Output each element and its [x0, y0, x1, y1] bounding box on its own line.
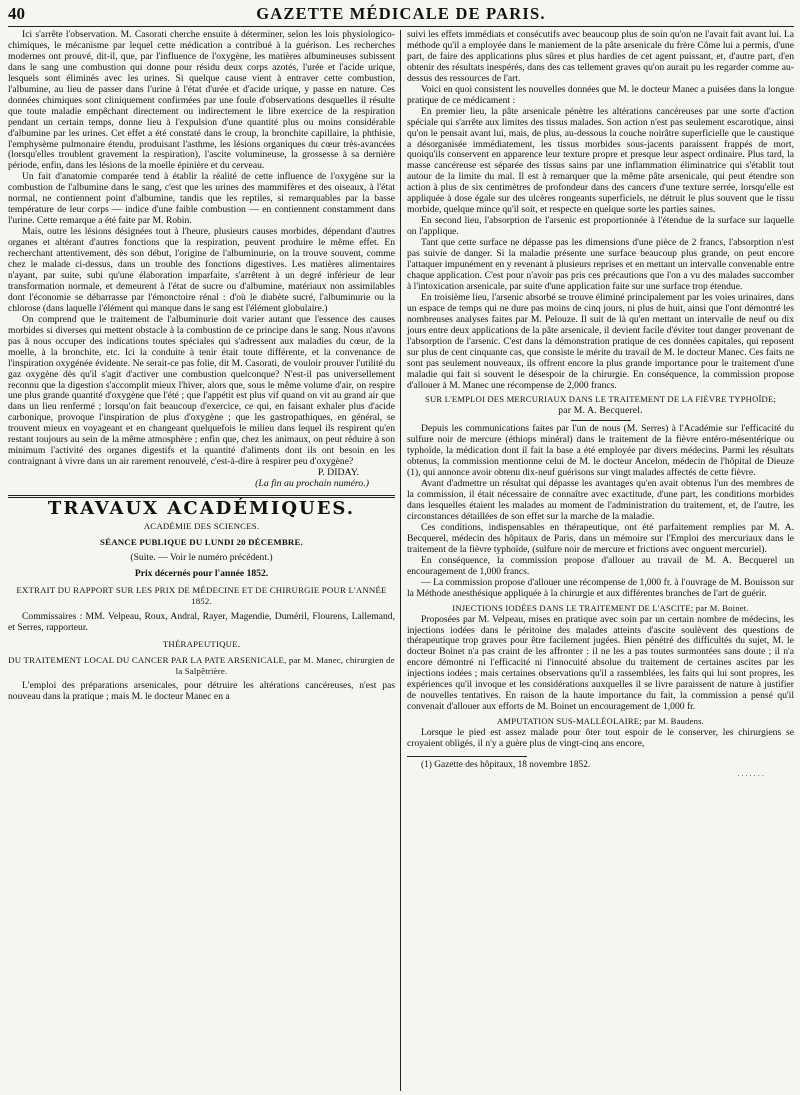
- iodine-injection-heading: INJECTIONS IODÉES DANS LE TRAITEMENT DE L'ASCITE; par M. Boinet.: [452, 602, 749, 613]
- paragraph: Ici s'arrête l'observation. M. Casorati cherche ensuite à déterminer, selon les lois physiologico-chimiques, le mécanisme par lequel cette médication a contribué à la guérison. Les recherches modernes ont prouvé, dit-il, que, par l'influence de l'oxygène, les matières albumineuses subissent dans le sang une combustion qui donne pour résidu deux corps azotés, l'urée et l'acide urique, lesquels sont éliminés avec les urines. Si quelque cause vient à entraver cette combustion, l'albumine, au lieu de passer dans l'urine à l'état d'urée et d'acide urique, y passe en nature. Ces données chimiques sont cliniquement confirmées par une foule d'observations desquelles il résulte que toute maladie empêchant directement ou indirectement le libre exercice de la respiration pendant un certain temps, donne lieu à l'expulsion d'une quantité plus ou moins considérable d'albumine par les urines. Cet effet a été constaté dans le croup, la bronchite capillaire, la phthisie, l'emphysème pulmonaire étendu, produisant l'asthme, les lésions organiques du cœur très-avancées (lorsqu'elles troublent gravement la respiration), l'ascite volumineuse, la grossesse à sa dernière période, enfin, dans les lésions de la moelle épinière et du cerveau.: [8, 30, 395, 172]
- mercury-heading-author: par M. A. Becquerel.: [558, 405, 643, 417]
- paragraph: On comprend que le traitement de l'albuminurie doit varier autant que l'essence des causes morbides si diverses qui mettent obstacle à la combustion de ce principe dans le sang. Nous n'avons pas à nous occuper des indications toutes spéciales qui s'adressent aux maladies du cœur, de la moelle, à la bronchite, etc. Ici la conduite à tenir était toute différente, et la convenance de l'inspiration oxygénée évidente. Ne serait-ce pas folie, dit M. Casorati, de vouloir prouver l'utilité du gaz oxygène dès qu'il s'agit d'activer une combustion quelconque? N'est-il pas universellement reconnu que la digestion s'accomplit mieux l'hiver, alors que, sous le même volume d'air, on respire une plus grande quantité d'oxygène que l'été ; que l'appétit est plus vif quand on vit au grand air que dans un lieu renfermé ; lorsqu'on fait beaucoup d'exercice, ce qui, en faisant exhaler plus d'acide carbonique, provoque l'inspiration de plus d'oxygène ; que les gastropathiques, en général, se trouvent mieux en voyageant et en changeant quelquefois le milieu dans lequel ils respirent qu'en restant toujours au sein de la même atmosphère ; enfin que, chez les animaux, on peut réduire à son minimum l'activité des organes digestifs et la quantité d'aliments dont ils ont besoin en les contraignant à vivre dans un air rarement renouvelé, c'est-à-dire à respirer peu d'oxygène?: [8, 313, 395, 468]
- page-number: 40: [8, 4, 25, 23]
- continuation-note: (La fin au prochain numéro.): [255, 478, 369, 490]
- text-columns: [8, 30, 794, 1091]
- paragraph: Avant d'admettre un résultat qui dépasse les avantages qu'en avait obtenus l'un des membres de la commission, il était nécessaire de connaître avec exactitude, d'une part, les conditions morbides dans lesquelles étaient les malades au moment de l'administration du traitement, et, de l'autre, les circonstances détaillées de son effet sur la marche de la maladie.: [407, 478, 794, 522]
- mercury-heading: [407, 394, 794, 417]
- therapeutics-heading: THÉRAPEUTIQUE.: [162, 638, 241, 649]
- amputation-heading: AMPUTATION SUS-MALLÉOLAIRE; par M. Baudens.: [497, 716, 704, 727]
- paragraph: Voici en quoi consistent les nouvelles données que M. le docteur Manec a puisées dans la longue pratique de ce médicament :: [407, 83, 794, 106]
- signature: P. DIDAY.: [317, 467, 359, 479]
- paragraph: — La commission propose d'allouer une récompense de 1,000 fr. à l'ouvrage de M. Bouisson sur la Méthode anesthésique appliquée à la chirurgie et aux différentes branches de l'art de guérir.: [407, 576, 794, 599]
- cancer-treatment-heading: DU TRAITEMENT LOCAL DU CANCER PAR LA PATE ARSENICALE, par M. Manec, chirurgien de la Salpêtrière.: [8, 654, 395, 676]
- paragraph: En troisième lieu, l'arsenic absorbé se trouve éliminé principalement par les voies urinaires, dans un espace de temps qui ne dure pas moins de cinq jours, ni plus de huit, ainsi que l'ont démontré les nombreuses analyses faites par M. Pelouze. Il suit de là qu'en mettant un intervalle de neuf ou dix jours entre deux applications de la pâte arsenicale, il devient facile d'éviter tout danger provenant de l'absorption de l'arsenic. C'est dans la démonstration pratique de ces données capitales, qui reposent sur plus de cent cinquante cas, que consiste le mérite du travail de M. le docteur Manec. Ces faits ne sont pas seulement nouveaux, ils offrent encore la plus grande importance pour le traitement d'une maladie qui fait si souvent le désespoir de la chirurgie. En conséquence, la commission propose d'allouer à M. Manec une récompense de 2,000 francs.: [407, 291, 794, 391]
- right-column: [400, 30, 794, 1091]
- page-header: [8, 4, 794, 27]
- paragraph: Mais, outre les lésions désignées tout à l'heure, plusieurs causes morbides, dépendant d'autres organes et altérant d'autres fonctions que la respiration, peuvent produire le même effet. En recherchant attentivement, dès son début, l'origine de l'albuminurie, on la trouve souvent, comme chez le malade ci-dessus, dans un trouble des fonctions digestives. Les matières alimentaires n'ayant, par suite, subi qu'une élaboration imparfaite, s'arrêtent à un degré inférieur de leur transformation normale, et demeurent à l'état de sucre ou d'albumine, matériaux non assimilables dont l'économie se débarrasse par l'émonctoire rénal : d'où le diabète sucré, l'albuminurie ou la chlorose (dans laquelle l'élément qui manque dans le sang est l'élément globulaire.): [8, 226, 395, 314]
- paragraph: Depuis les communications faites par l'un de nous (M. Serres) à l'Académie sur l'efficacité du sulfure noir de mercure (éthiops minéral) dans le traitement de la fièvre entéro-mésentérique ou typhoïde, la médication dont il fait la base a été employée par divers médecins. Parmi les résultats obtenus, la commission mentionne celui de M. le docteur Ancelon, médecin de l'hôpital de Dieuze (1), qui annonce avoir obtenu dix-neuf guérisons sur vingt malades affectés de cette fièvre.: [407, 423, 794, 479]
- section-title: TRAVAUX ACADÉMIQUES.: [47, 498, 356, 520]
- paragraph: suivi les effets immédiats et consécutifs avec beaucoup plus de soin qu'on ne l'avait fait avant lui. La méthode qu'il a employée dans le maniement de la pâte arsenicale du frère Côme lui a permis, d'une part, de faire des applications plus sûres et plus hardies de cet agent puissant, et, d'autre part, d'en obtenir des résultats inespérés, dans des cas tellement graves qu'on aurait pu les regarder comme au-dessus des ressources de l'art.: [407, 30, 794, 84]
- journal-title: GAZETTE MÉDICALE DE PARIS.: [256, 4, 546, 23]
- paragraph: Ces conditions, indispensables en thérapeutique, ont été parfaitement remplies par M. A. Becquerel, médecin des hôpitaux de Paris, dans un mémoire sur l'Emploi des mercuriaux dans le traitement de la fièvre typhoïde, (sulfure noir de mercure et frictions avec onguent mercuriel).: [407, 521, 794, 555]
- paragraph: En second lieu, l'absorption de l'arsenic est proportionnée à l'étendue de la surface sur laquelle on l'applique.: [407, 215, 794, 238]
- footer-mark: · · · · · · ·: [737, 771, 764, 780]
- paragraph: Un fait d'anatomie comparée tend à établir la réalité de cette influence de l'oxygène sur la combustion de l'albumine dans le sang, c'est que les urines des mammifères et des oiseaux, à l'état normal, ne contiennent point d'albumine, tandis que les reptiles, si remarquables par la basse température de leur corps — indice d'une faible combustion — en contiennent constamment dans l'urine. Cette remarque a été faite par M. Robin.: [8, 171, 395, 227]
- mercury-heading-text: SUR L'EMPLOI DES MERCURIAUX DANS LE TRAITEMENT DE LA FIÈVRE TYPHOÏDE;: [425, 394, 776, 405]
- continuation-ref: (Suite. — Voir le numéro précédent.): [130, 551, 273, 563]
- report-extract-heading: EXTRAIT DU RAPPORT SUR LES PRIX DE MÉDECINE ET DE CHIRURGIE POUR L'ANNÉE 1852.: [16, 584, 387, 606]
- paragraph: Tant que cette surface ne dépasse pas les dimensions d'une pièce de 2 francs, l'absorption n'est pas suivie de danger. Si la maladie présente une surface beaucoup plus grande, on peut encore l'attaquer impunément en y revenant à plusieurs reprises et en mettant un intervalle convenable entre chaque application. C'est pour n'avoir pas pris ces précautions que l'on a vu des malades succomber à l'intoxication arsenicale, par suite d'une application faite sur une surface trop étendue.: [407, 237, 794, 292]
- session-title: SÉANCE PUBLIQUE DU LUNDI 20 DÉCEMBRE.: [100, 536, 303, 547]
- footnote-rule: [407, 756, 527, 757]
- footnote: (1) Gazette des hôpitaux, 18 novembre 1852.: [421, 760, 591, 770]
- paragraph: L'emploi des préparations arsenicales, pour détruire les altérations cancéreuses, n'est pas nouveau dans la pratique ; mais M. le docteur Manec en a: [8, 680, 395, 703]
- prizes-heading: Prix décernés pour l'année 1852.: [134, 567, 269, 579]
- paragraph: En conséquence, la commission propose d'allouer au travail de M. A. Becquerel un encouragement de 1,000 francs.: [407, 554, 794, 577]
- paragraph: Proposées par M. Velpeau, mises en pratique avec soin par un certain nombre de médecins, les injections iodées dans le péritoine des malades atteints d'ascite soulèvent des questions de thérapeutique trop graves pour être facilement jugées. Bien pénétré des difficultés du sujet, M. le docteur Boinet n'a pas craint de les affronter : il ne les a pas toutes surmontées sans doute ; il n'a encore démontré ni l'efficacité ni l'innocuité absolue du traitement de certaines ascites par les injections iodées ; mais certaines observations qu'il a rassemblées, les faits qui lui sont propres, les expériences qu'il invoque et les considérations auxquelles il se livre paraissent de nature à justifier de nouvelles tentatives. En raison de la haute importance du fait, la commission a pensé qu'il convenait d'allouer aux efforts de M. Boinet un encouragement de 1,000 fr.: [407, 613, 794, 713]
- divider: [571, 420, 631, 421]
- paragraph: En premier lieu, la pâte arsenicale pénètre les altérations cancéreuses par une sorte d'action spéciale qui s'arrête aux limites des tissus malades. Son action n'est pas seulement escarotique, ainsi qu'on le pensait avant lui, mais, de plus, au-dessous la couche noirâtre superficielle que le caustique a désorganisée immédiatement, les tissus morbides sous-jacents paraissent frappés de mort, quoiqu'ils conservent en apparence leur texture propre et presque leur aspect ordinaire. Plus tard, la masse cancéreuse est séparée des tissus sains par une inflammation éliminatrice qui s'établit tout autour de la limite du mal. Il est à remarquer que la même pâte arsenicale, qui peut étendre son action à plus de six centimètres de profondeur dans des cancers d'une texture serrée, lorsqu'elle est appliquée à dose égale sur des ulcères rongeants superficiels, ne détruit le plus souvent que le tissu morbide, quelque mince qu'il soit, et respecte en quelque sorte les parties saines.: [407, 105, 794, 216]
- academy-name: ACADÉMIE DES SCIENCES.: [143, 520, 260, 531]
- paragraph: Lorsque le pied est assez malade pour ôter tout espoir de le conserver, les chirurgiens se croyaient obligés, il n'y a guère plus de vingt-cinq ans encore,: [407, 727, 794, 750]
- commissioners: Commissaires : MM. Velpeau, Roux, Andral, Rayer, Magendie, Duméril, Flourens, Lallemand, et Serres, rapporteur.: [8, 610, 395, 633]
- left-column: [8, 30, 400, 1091]
